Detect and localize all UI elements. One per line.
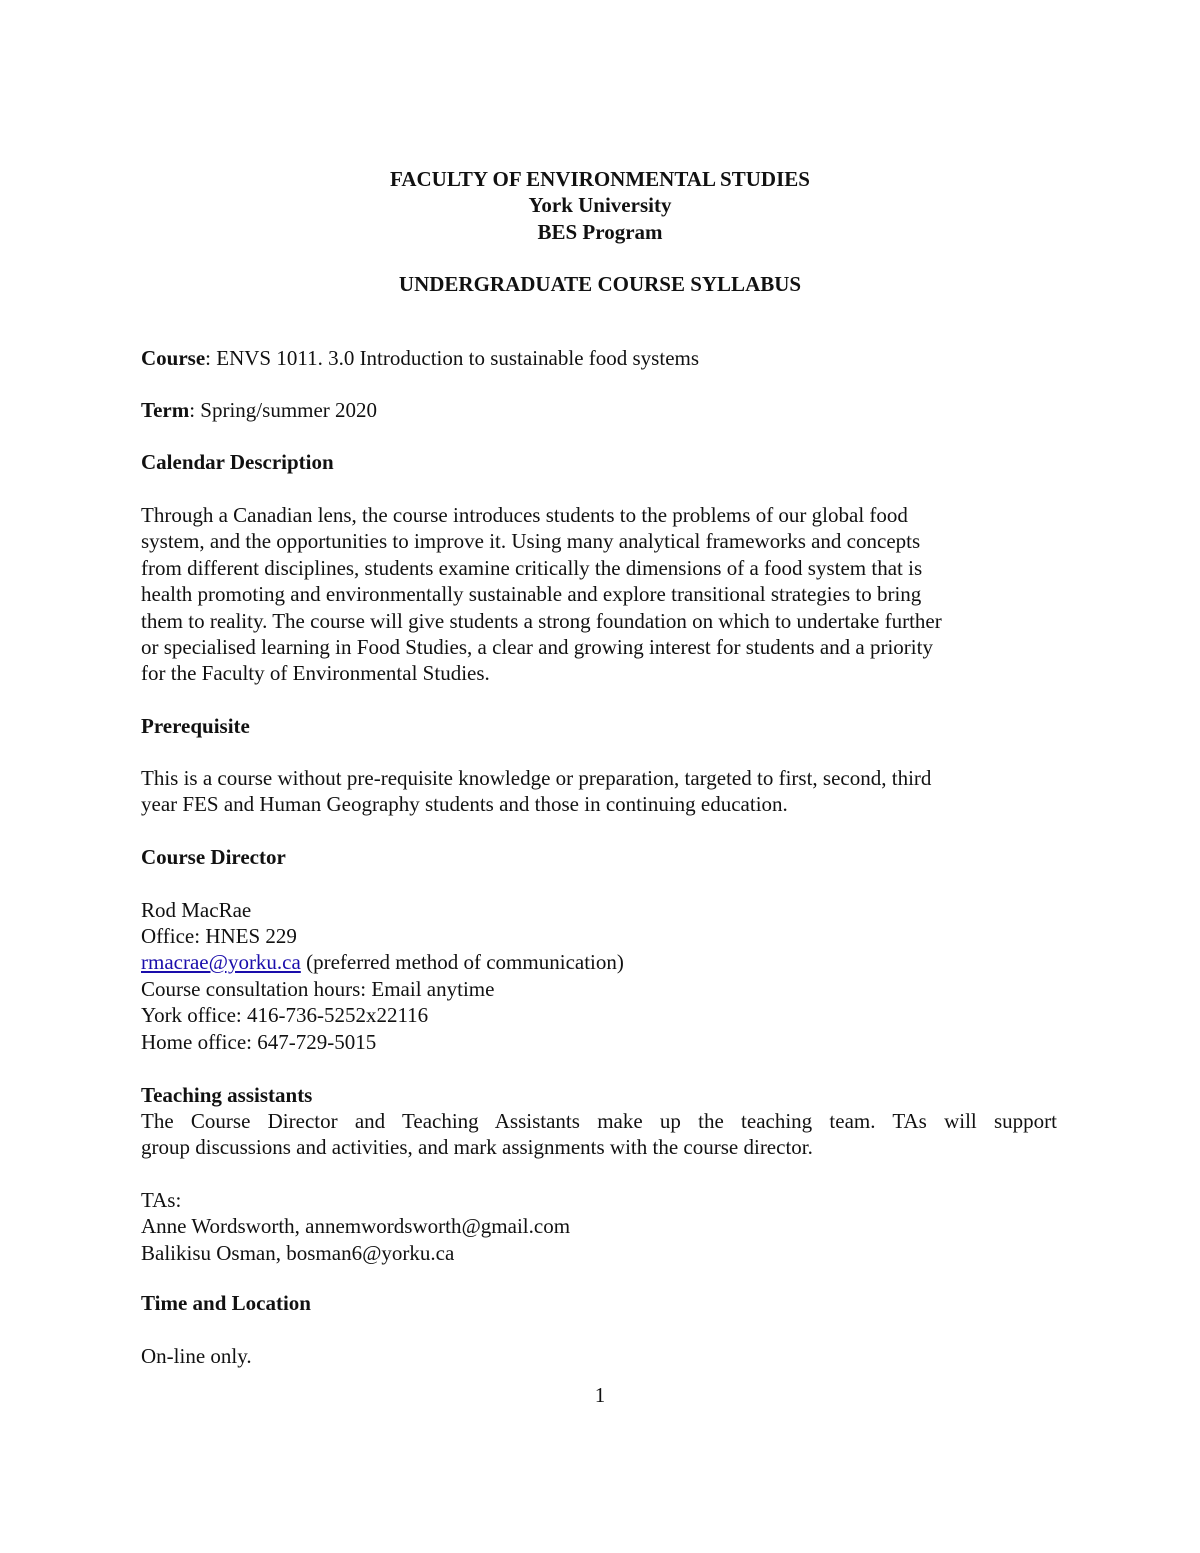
director-email-link[interactable]: rmacrae@yorku.ca: [141, 950, 301, 974]
paragraph-line: The Course Director and Teaching Assistants make up the teaching team. TAs will support: [141, 1109, 1057, 1133]
syllabus-title: UNDERGRADUATE COURSE SYLLABUS: [398, 272, 802, 296]
director-email-note: (preferred method of communication): [300, 950, 624, 974]
term-value: : Spring/summer 2020: [189, 398, 378, 422]
teaching-assistants-heading: Teaching assistants: [141, 1083, 313, 1107]
director-office: Office: HNES 229: [141, 924, 297, 948]
calendar-description-paragraph: [141, 502, 942, 687]
ta-entry: Balikisu Osman, bosman6@yorku.ca: [141, 1241, 455, 1265]
director-consultation: Course consultation hours: Email anytime: [141, 977, 495, 1001]
paragraph-line: system, and the opportunities to improve it. Using many analytical frameworks and concepts: [141, 529, 921, 554]
university-name: York University: [528, 193, 672, 217]
ta-entry: Anne Wordsworth, annemwordsworth@gmail.com: [141, 1214, 571, 1238]
paragraph-line: group discussions and activities, and mark assignments with the course director.: [141, 1135, 813, 1160]
calendar-description-heading: Calendar Description: [141, 450, 334, 474]
faculty-title: FACULTY OF ENVIRONMENTAL STUDIES: [390, 167, 810, 191]
course-director-heading: Course Director: [141, 845, 286, 869]
paragraph-line: them to reality. The course will give students a strong foundation on which to undertake further: [141, 608, 942, 633]
prerequisite-paragraph: [141, 765, 931, 818]
paragraph-line: Through a Canadian lens, the course introduces students to the problems of our global food: [141, 503, 908, 527]
teaching-assistants-paragraph: [141, 1108, 1057, 1161]
director-york-office: York office: 416-736-5252x22116: [141, 1003, 429, 1027]
term-label: Term: [141, 398, 190, 422]
page-number: 1: [594, 1383, 606, 1407]
tas-label: TAs:: [141, 1188, 182, 1212]
director-home-office: Home office: 647-729-5015: [141, 1030, 377, 1054]
paragraph-line: or specialised learning in Food Studies, a clear and growing interest for students and a priority: [141, 635, 933, 660]
paragraph-line: health promoting and environmentally sustainable and explore transitional strategies to bring: [141, 582, 922, 607]
course-label: Course: [141, 346, 206, 370]
time-location-value: On-line only.: [141, 1344, 252, 1368]
course-value: : ENVS 1011. 3.0 Introduction to sustainable food systems: [205, 346, 700, 370]
term-line: [141, 397, 377, 424]
prerequisite-heading: Prerequisite: [141, 714, 250, 738]
paragraph-line: from different disciplines, students examine critically the dimensions of a food system that is: [141, 555, 923, 580]
paragraph-line: for the Faculty of Environmental Studies.: [141, 661, 490, 686]
director-name: Rod MacRae: [141, 898, 252, 922]
paragraph-line: year FES and Human Geography students and those in continuing education.: [141, 792, 788, 817]
program-name: BES Program: [537, 220, 663, 244]
director-email-line: [141, 949, 624, 976]
course-line: [141, 345, 699, 372]
paragraph-line: This is a course without pre-requisite knowledge or preparation, targeted to first, second, third: [141, 766, 932, 790]
time-location-heading: Time and Location: [141, 1291, 311, 1315]
